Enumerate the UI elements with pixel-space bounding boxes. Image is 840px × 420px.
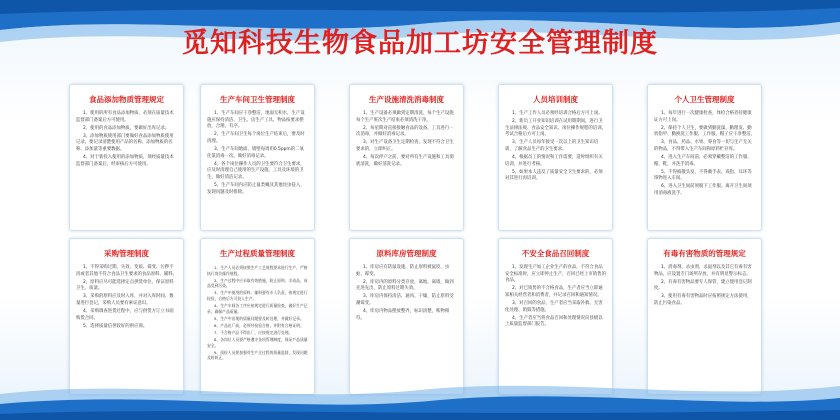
panel-title: 不安全食品召回制度 bbox=[521, 249, 590, 258]
panel-title: 生产车间卫生管理制度 bbox=[220, 95, 295, 104]
panel-body bbox=[648, 265, 761, 308]
panel-body bbox=[350, 111, 463, 168]
panel-title: 有毒有害物质的管理规定 bbox=[663, 249, 746, 258]
panel-paragraph: 2、库房内的原料分类存放，离地、离墙，做到先进先出，防止原料过期失效。 bbox=[356, 279, 454, 292]
panel-paragraph: 3、采购的原料应及时入库，并对入库时间、数量进行登记，采购人员要有索证意识。 bbox=[76, 294, 174, 306]
panel-paragraph: 4、进入生产车间前，必须穿戴整洁的工作服、帽、鞋，并洗手消毒。 bbox=[654, 155, 752, 167]
panel-paragraph: 2、使用的食品添加物质，要做好出库记录。 bbox=[83, 125, 170, 131]
panel-title: 生产设施清洗消毒制度 bbox=[369, 95, 444, 104]
panel-paragraph: 4、根据员工的情况和工作需要，适时组织有关培训，并进行考核。 bbox=[505, 155, 603, 167]
panel-paragraph: 8、各岗位人员要严格遵守各项管理制度，保证产品质量安全。 bbox=[207, 337, 308, 348]
panel-paragraph: 5、选择质量信誉较好的供应商。 bbox=[83, 323, 148, 329]
panel-paragraph: 3、对生产设备卫生定期检查，发现不符合卫生要求的，立即纠正。 bbox=[356, 140, 454, 152]
panel-paragraph: 2、生产车间卫生每个岗位生产结束后，要及时清理。 bbox=[207, 132, 305, 144]
panel-paragraph: 5、生产车间内应防止鼠类蝇及其他昆虫侵入，发现问题及时排除。 bbox=[207, 182, 305, 195]
panel-paragraph: 4、每次停产之前，要对所有生产设施和工具彻底清洗，做好清洗记录。 bbox=[356, 155, 454, 167]
panel-paragraph: 2、对已销售的不合格食品，生产者应当立即通知相关经营者和消费者，并记录召回和通知情况。 bbox=[505, 286, 603, 298]
panel-paragraph: 1、生产车间应干净整洁，地面无积水，生产设施应保持清洁、卫生。房生产工具、物品按要求摆放，合理、有序。 bbox=[207, 111, 305, 130]
panel-body bbox=[70, 111, 183, 168]
panel-paragraph: 2、每星期对直接接触食品的设备、工具进行一次消毒，并做好消毒记录。 bbox=[356, 125, 454, 138]
panel-workshop-hygiene bbox=[200, 84, 315, 231]
panel-body bbox=[350, 265, 463, 322]
panel-body bbox=[499, 111, 612, 183]
panel-paragraph: 4、各个岗位操作人员的卫生要符合卫生要求，应及时清理自己使用的生产设施、工具及环境的卫生，做好清洁记录。 bbox=[207, 161, 305, 180]
panel-paragraph: 4、库房内物品摆放整齐，标识清楚，账物相符。 bbox=[356, 309, 450, 321]
panel-title: 原料库房管理制度 bbox=[376, 249, 437, 258]
panel-paragraph: 6、产品出厂前，必须经检验合格，并附有合格证明。 bbox=[214, 322, 304, 328]
panel-body bbox=[201, 111, 314, 196]
panel-title: 个人卫生管理制度 bbox=[674, 95, 735, 104]
panel-additive-rules bbox=[69, 84, 184, 231]
panel-title: 食品添加物质管理规定 bbox=[89, 95, 164, 104]
panel-paragraph: 1、使用的所有食品添加物质，必须在质量技术监督部门备案后方可使用。 bbox=[76, 111, 174, 123]
panel-paragraph: 1、生产工作人员必须经培训合格后方可上岗。 bbox=[512, 111, 603, 116]
panel-body bbox=[499, 265, 612, 329]
panel-paragraph: 4、采购调查进货过程中，应与供货方订立书面购货合同。 bbox=[76, 309, 174, 321]
panel-paragraph: 3、添加物质使用部门要做好食品添加物质使用记录，要记录清楚使用产品的名称、添加物质的名称、添加量等重要数据。 bbox=[76, 133, 174, 152]
panel-paragraph: 1、发现生产加工企业生产的食品，不符合食品安全标准时，应立即停止生产，召回已经上市销售的食品。 bbox=[505, 265, 606, 284]
panel-paragraph: 2、保持个人卫生，要做到勤洗澡、勤理发、勤剪指甲、勤换洗工作服，工作服、帽子应干净整洁。 bbox=[654, 125, 755, 138]
panel-paragraph: 1、库房应有防鼠设施，防止原料被鼠咬、虫蛀、霉变。 bbox=[356, 265, 450, 277]
panel-paragraph: 1、生产设备必须做到定期清洗，每个生产设施每个生产班次生产结束必须清洗干净。 bbox=[356, 111, 454, 123]
bottom-wave-decoration bbox=[0, 360, 840, 420]
panel-paragraph: 3、库房内保持清洁、通风、干燥，防止原料受潮霉变。 bbox=[356, 294, 454, 306]
panel-paragraph: 6、进入卫生间前须脱下工作服。离开卫生间须用消毒液洗手。 bbox=[654, 184, 752, 197]
panel-paragraph: 4、生产车间各工序应按规定进行质量检查，做好生产记录，确保产品质量。 bbox=[207, 303, 308, 314]
panel-paragraph: 1、每年进行一次健康检查，体检合格者持健康证方可上岗。 bbox=[654, 111, 752, 123]
page-title: 觅知科技生物食品加工坊安全管理制度 bbox=[182, 28, 658, 59]
panel-paragraph: 2、原料应尽可能选择定点供货单位，保证原料卫生、质量。 bbox=[76, 279, 174, 292]
panel-body bbox=[70, 265, 183, 330]
panel-equipment-cleaning bbox=[349, 84, 464, 231]
panel-paragraph: 5、不得披散头发，不得戴手表、戒指、耳环等饰物进入车间。 bbox=[654, 169, 752, 182]
panel-paragraph: 2、新员工开业知识培训在试用期期间，进行卫生法律法规、食品安全知识、岗位操作规程的培训，考试合格后方可上岗。 bbox=[505, 119, 606, 138]
panel-title: 采购管理制度 bbox=[104, 249, 149, 258]
panel-paragraph: 1、生产人员必须按照生产工艺规程要求进行生产，严格执行岗位操作规程。 bbox=[207, 265, 308, 276]
panel-paragraph: 4、生产者应当将食品召回和处理情况向县级以上质量监督部门报告。 bbox=[505, 315, 603, 328]
panel-personal-hygiene bbox=[647, 84, 762, 231]
panel-paragraph: 4、对于新投入使用的添加物质，须经质量技术监督部门备案后，经审核后方可使用。 bbox=[76, 155, 174, 167]
panel-paragraph: 3、对召回的食品，生产者应当采取补救、无害化处理、销毁等措施。 bbox=[505, 300, 603, 313]
panel-paragraph: 2、有毒有害物品要专人保管，建立使用登记制度。 bbox=[654, 279, 752, 292]
panel-paragraph: 7、不合格产品不得出厂，应按规定进行处理。 bbox=[214, 329, 293, 335]
panel-paragraph: 3、生产车间地面、墙壁每周用0.5ppm的二氧化氯消毒一次。做好消毒记录。 bbox=[207, 146, 304, 159]
panel-paragraph: 2、生产过程中应采取有效措施，防止原料、半成品、成品受到污染。 bbox=[207, 277, 308, 289]
panel-paragraph: 1、消毒剂、杀虫剂、杀鼠剂以及其它有毒有害物品，应设置专门场所存放，并有明显警示标志。 bbox=[654, 265, 752, 277]
panel-paragraph: 1、不得采购过期、失效、变质、霉变、污秽不清或者其他不符合食品卫生要求的食品原料、辅料。 bbox=[76, 265, 177, 277]
panel-title: 人员培训制度 bbox=[533, 95, 578, 104]
panel-paragraph: 3、食品、药品、水果、零食等一切与生产无关的物品，不得带入生产车间和原料贮存库。 bbox=[654, 140, 752, 152]
panel-paragraph: 3、使用有毒有害物品时应按照规定方法使用，防止污染食品。 bbox=[654, 294, 752, 306]
panel-staff-training bbox=[498, 84, 613, 231]
panel-title: 生产过程质量管理制度 bbox=[220, 249, 295, 258]
panel-paragraph: 3、生产人员每年接受一次以上的卫生知识培训，了解食品生产的卫生要求。 bbox=[505, 140, 599, 152]
panel-body bbox=[201, 265, 314, 361]
panel-paragraph: 3、生产中使用的原料、辅料要有专人负责，按规定进行检验，合格后方可投入生产。 bbox=[207, 290, 308, 301]
panel-paragraph: 9、质检人员要加强对生产全过程的质量监督，发现问题及时纠正。 bbox=[207, 349, 308, 361]
panel-body bbox=[648, 111, 761, 198]
panel-paragraph: 5、如果本人违反了质量安全卫生要求的，必须对其进行再培训。 bbox=[505, 169, 603, 182]
panel-paragraph: 5、生产中出现的质量问题要及时处理，并做好记录。 bbox=[214, 315, 304, 321]
